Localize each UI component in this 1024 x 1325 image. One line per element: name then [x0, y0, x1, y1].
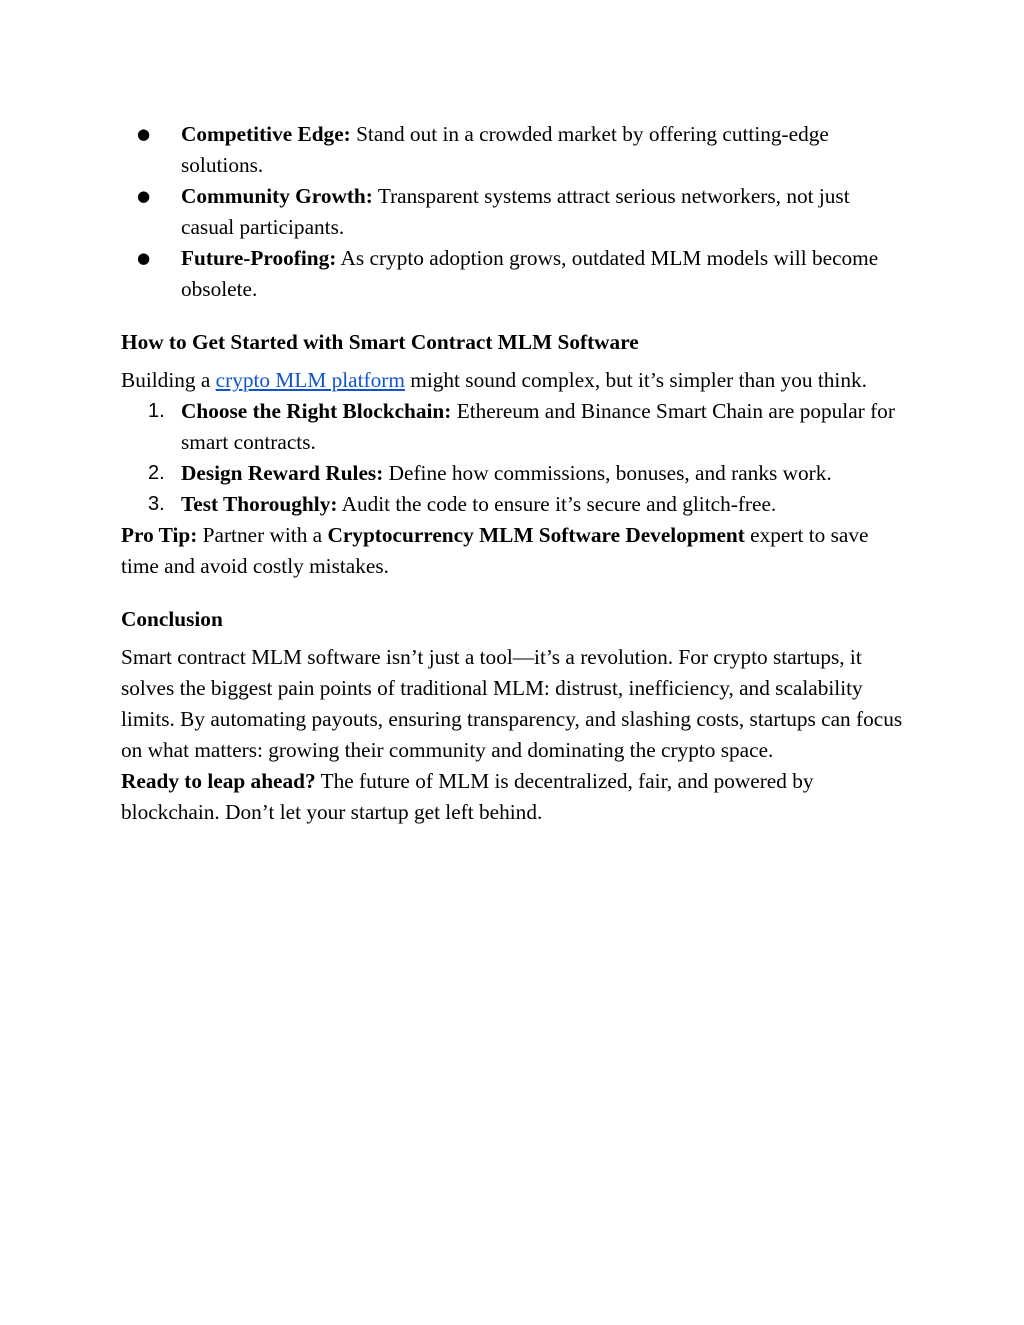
document-page: [121, 119, 906, 828]
step-number: 1.: [148, 400, 165, 422]
list-item-text: As crypto adoption grows, outdated MLM models will become obsolete.: [181, 246, 879, 301]
pro-tip-text-before: Partner with a: [197, 523, 328, 547]
steps-list: [121, 396, 906, 520]
pro-tip-label: Pro Tip:: [121, 523, 198, 547]
list-item: [121, 119, 906, 181]
conclusion-paragraph: Smart contract MLM software isn’t just a tool—it’s a revolution. For crypto startups, it solves the biggest pain points of traditional MLM: distrust, inefficiency, and scalability limits. By automating payouts, ensuring transparency, and slashing costs, startups can focus on what matters: growing their community and dominating the crypto space.: [121, 645, 903, 762]
intro-text-before: Building a: [121, 368, 216, 392]
step-number: 3.: [148, 493, 165, 515]
bullet-icon: ●: [137, 125, 151, 143]
list-item: [121, 458, 906, 489]
pro-tip-text-after: expert to save time and avoid costly mistakes.: [121, 523, 869, 578]
list-item: [121, 243, 906, 305]
crypto-mlm-platform-link[interactable]: crypto MLM platform: [215, 368, 405, 392]
list-item: [121, 181, 906, 243]
call-to-action-paragraph: [121, 766, 906, 828]
bullet-icon: ●: [137, 249, 151, 267]
step-text: Define how commissions, bonuses, and ranks work.: [383, 461, 832, 485]
step-title: Choose the Right Blockchain:: [181, 399, 452, 423]
list-item-title: Future-Proofing:: [181, 246, 337, 270]
step-text: Ethereum and Binance Smart Chain are popular for smart contracts.: [181, 399, 895, 454]
list-item-title: Competitive Edge:: [181, 122, 351, 146]
list-item-title: Community Growth:: [181, 184, 373, 208]
intro-text-after: might sound complex, but it’s simpler than you think.: [404, 368, 867, 392]
list-item-text: Transparent systems attract serious networkers, not just casual participants.: [181, 184, 850, 239]
benefits-list: [121, 119, 906, 305]
step-title: Test Thoroughly:: [181, 492, 338, 516]
pro-tip-paragraph: [121, 520, 906, 582]
step-text: Audit the code to ensure it’s secure and glitch-free.: [337, 492, 777, 516]
getting-started-intro: [121, 365, 906, 396]
step-title: Design Reward Rules:: [181, 461, 384, 485]
cta-text: The future of MLM is decentralized, fair, and powered by blockchain. Don’t let your startup get left behind.: [121, 769, 814, 824]
conclusion-heading: Conclusion: [121, 607, 223, 631]
cta-label: Ready to leap ahead?: [121, 769, 316, 793]
list-item: [121, 396, 906, 458]
getting-started-heading: How to Get Started with Smart Contract MLM Software: [121, 330, 639, 354]
pro-tip-emphasis: Cryptocurrency MLM Software Development: [327, 523, 745, 547]
step-number: 2.: [148, 462, 165, 484]
list-item: [121, 489, 906, 520]
list-item-text: Stand out in a crowded market by offering cutting-edge solutions.: [181, 122, 829, 177]
bullet-icon: ●: [137, 187, 151, 205]
